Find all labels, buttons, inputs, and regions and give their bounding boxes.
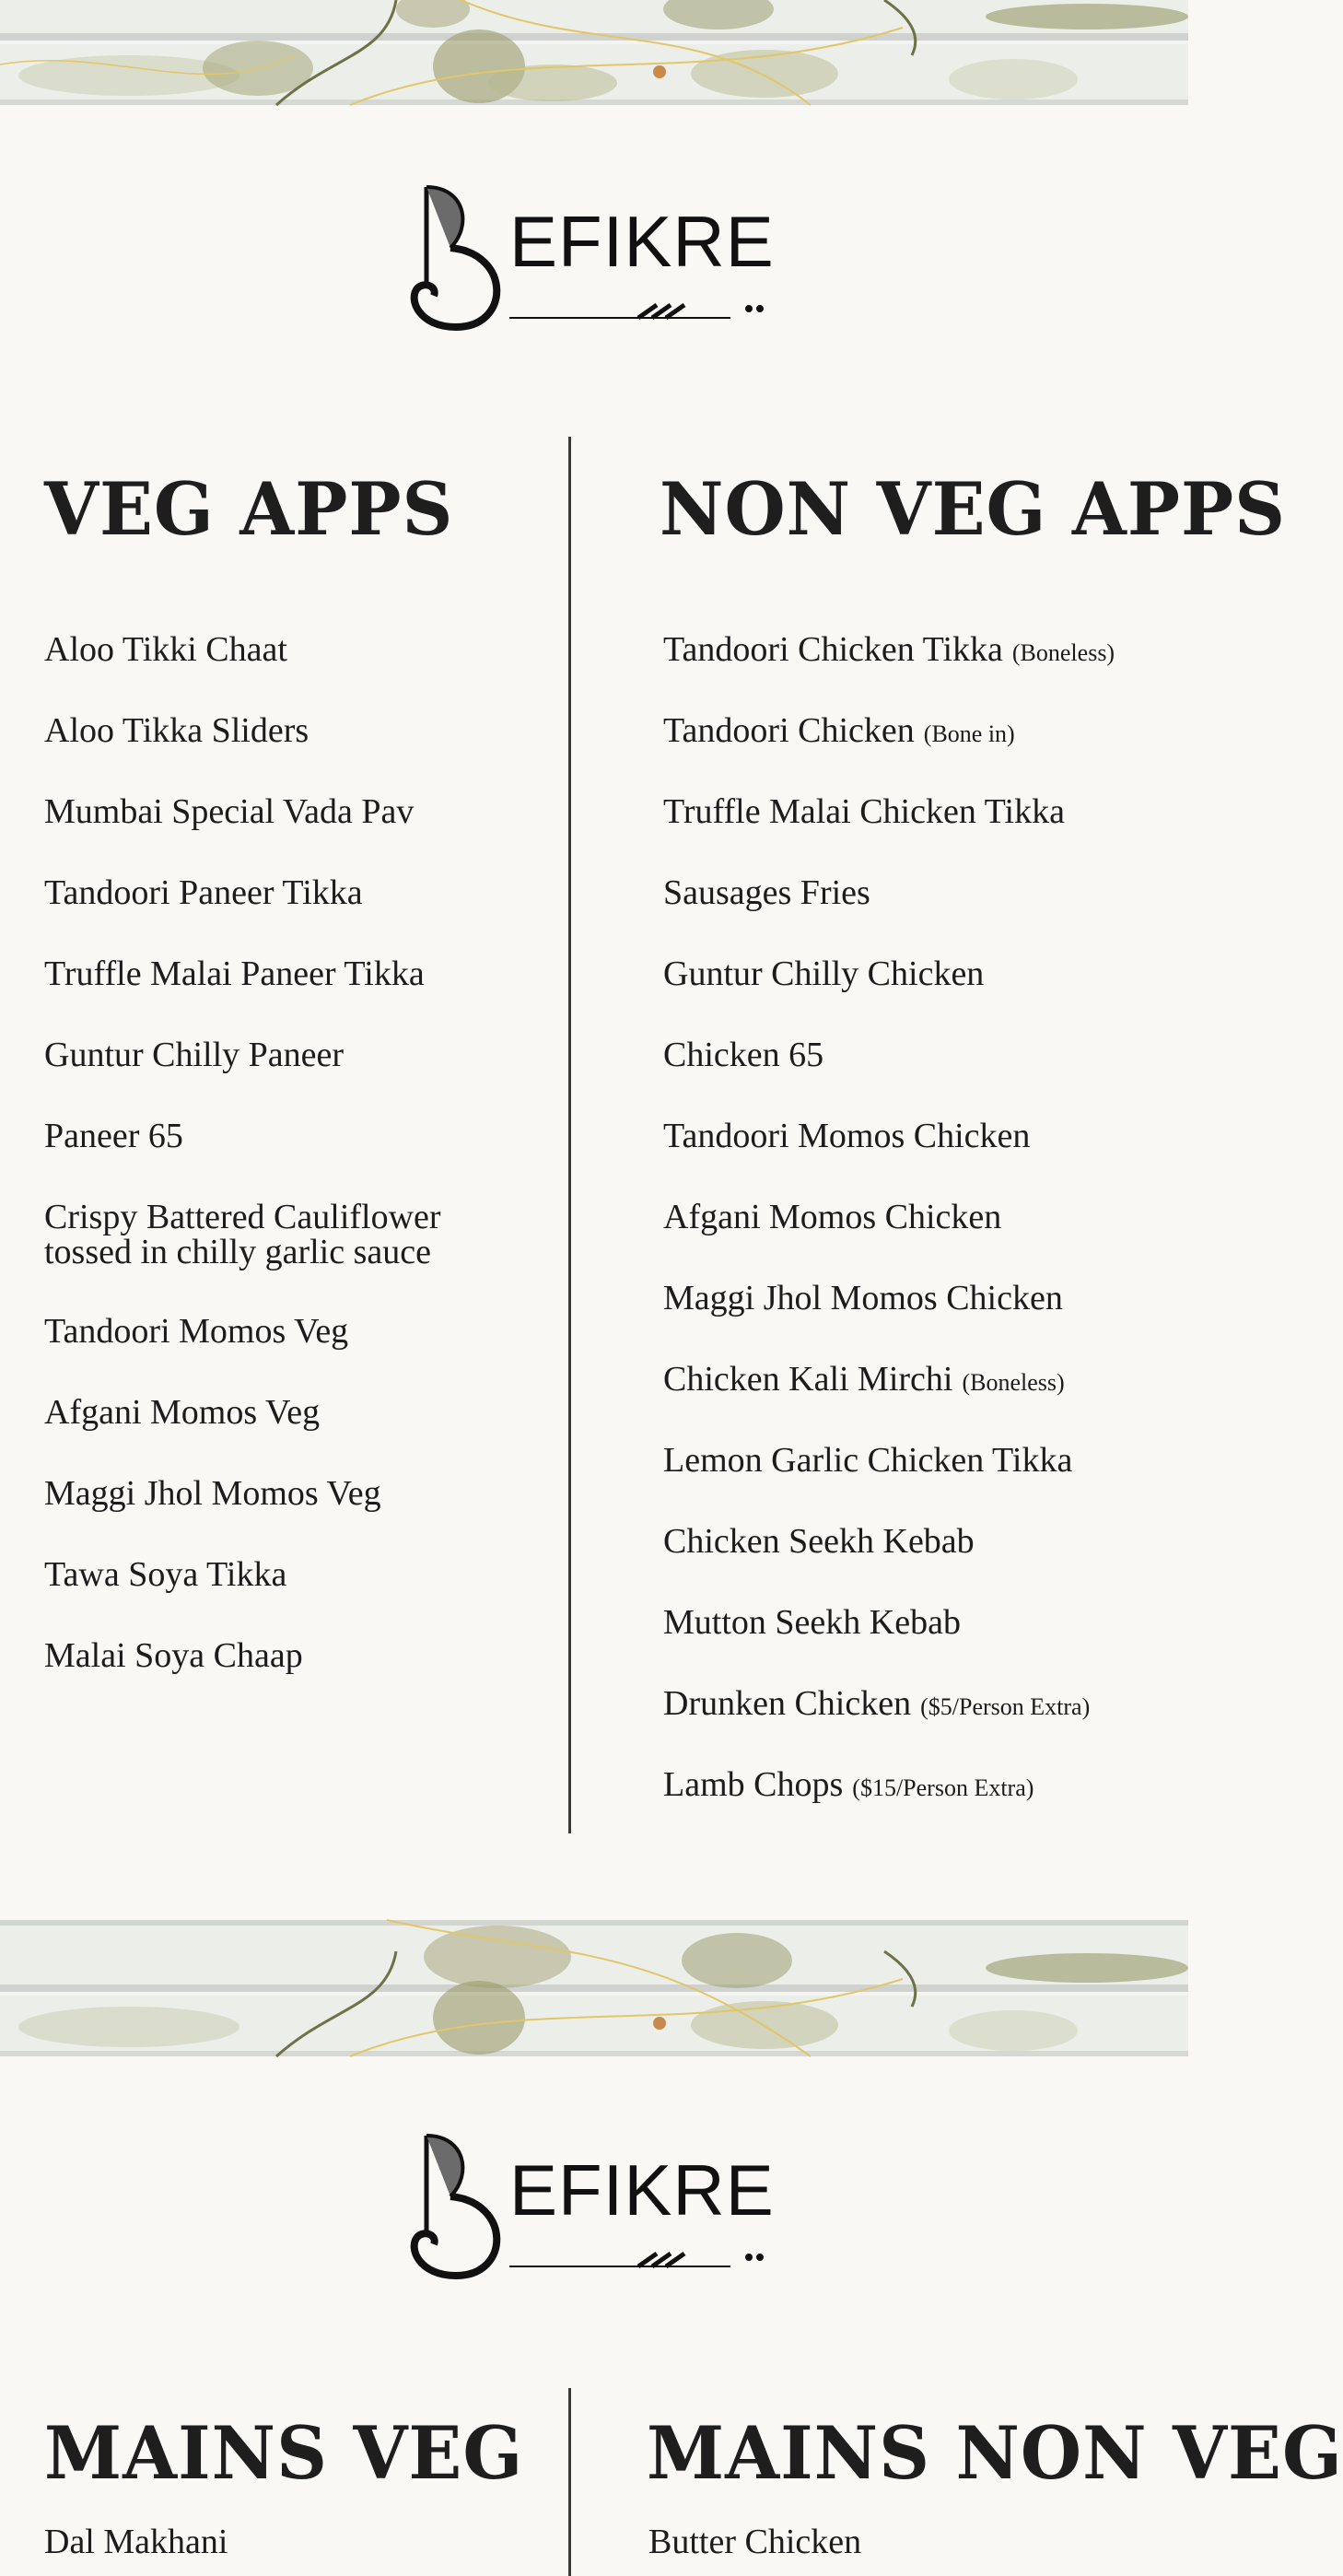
menu-item-note: (Boneless) — [1011, 639, 1115, 666]
veg-apps-list — [44, 632, 560, 1692]
menu-item: Butter Chicken — [648, 2523, 862, 2561]
menu-item: Maggi Jhol Momos Chicken — [663, 1279, 1063, 1317]
menu-item: Mutton Seekh Kebab — [663, 1603, 961, 1642]
menu-item: Sausages Fries — [663, 873, 870, 912]
menu-item-note: ($5/Person Extra) — [920, 1693, 1091, 1720]
logo-b-monogram-icon — [401, 180, 520, 336]
menu-item: Malai Soya Chaap — [44, 1636, 303, 1675]
menu-item: Lamb Chops ($15/Person Extra) — [663, 1765, 1034, 1804]
menu-item: Guntur Chilly Chicken — [663, 954, 985, 993]
menu-item: Lemon Garlic Chicken Tikka — [663, 1441, 1073, 1480]
menu-item: Tandoori Paneer Tikka — [44, 873, 363, 912]
logo-wordmark: EFIKRE — [509, 2149, 775, 2231]
floral-pattern-icon — [0, 0, 1188, 105]
menu-item: Mumbai Special Vada Pav — [44, 792, 415, 831]
menu-item: Chicken Kali Mirchi (Boneless) — [663, 1360, 1065, 1399]
logo-flourish-icon — [509, 2246, 786, 2274]
menu-item: Aloo Tikki Chaat — [44, 630, 287, 669]
menu-item: Tandoori Chicken (Bone in) — [663, 711, 1015, 750]
menu-item-note: (Bone in) — [923, 720, 1015, 747]
menu-item: Chicken 65 — [663, 1036, 824, 1074]
floral-pattern-icon — [0, 1920, 1188, 2056]
logo-wordmark: EFIKRE — [509, 201, 775, 282]
menu-item: Maggi Jhol Momos Veg — [44, 1474, 381, 1513]
mains-veg-list — [44, 2524, 560, 2570]
mains-non-veg-heading: MAINS NON VEG — [647, 2410, 1343, 2496]
logo-flourish-icon — [509, 298, 786, 325]
logo-b-monogram-icon — [401, 2128, 520, 2285]
menu-item: Truffle Malai Paneer Tikka — [44, 954, 425, 993]
menu-item: Crispy Battered Cauliflower tossed in chilly garlic sauce — [44, 1198, 441, 1271]
floral-banner-middle — [0, 1920, 1188, 2056]
menu-item: Drunken Chicken ($5/Person Extra) — [663, 1684, 1091, 1723]
veg-apps-heading: VEG APPS — [44, 466, 454, 552]
brand-logo — [0, 2128, 1188, 2285]
menu-item: Tawa Soya Tikka — [44, 1555, 287, 1594]
non-veg-apps-heading: NON VEG APPS — [660, 466, 1287, 552]
menu-item: Dal Makhani — [44, 2523, 228, 2561]
brand-logo — [0, 180, 1188, 336]
menu-item: Guntur Chilly Paneer — [44, 1036, 345, 1074]
non-veg-apps-list — [663, 632, 1179, 1811]
menu-item: Afgani Momos Veg — [44, 1393, 321, 1432]
mains-non-veg-list — [648, 2524, 1164, 2570]
menu-item-note: (Boneless) — [962, 1369, 1065, 1396]
menu-item: Tandoori Momos Chicken — [663, 1117, 1031, 1155]
floral-banner-top — [0, 0, 1188, 105]
menu-item: Aloo Tikka Sliders — [44, 711, 309, 750]
menu-item-note: ($15/Person Extra) — [852, 1774, 1034, 1801]
column-divider — [568, 437, 571, 1833]
menu-item: Paneer 65 — [44, 1117, 183, 1155]
menu-item-description: tossed in chilly garlic sauce — [44, 1233, 431, 1271]
mains-veg-heading: MAINS VEG — [44, 2410, 524, 2496]
menu-item: Truffle Malai Chicken Tikka — [663, 792, 1065, 831]
column-divider — [568, 2388, 571, 2576]
menu-item: Chicken Seekh Kebab — [663, 1522, 975, 1561]
menu-item: Tandoori Chicken Tikka (Boneless) — [663, 630, 1115, 669]
menu-item: Afgani Momos Chicken — [663, 1198, 1002, 1236]
menu-item: Tandoori Momos Veg — [44, 1312, 349, 1351]
